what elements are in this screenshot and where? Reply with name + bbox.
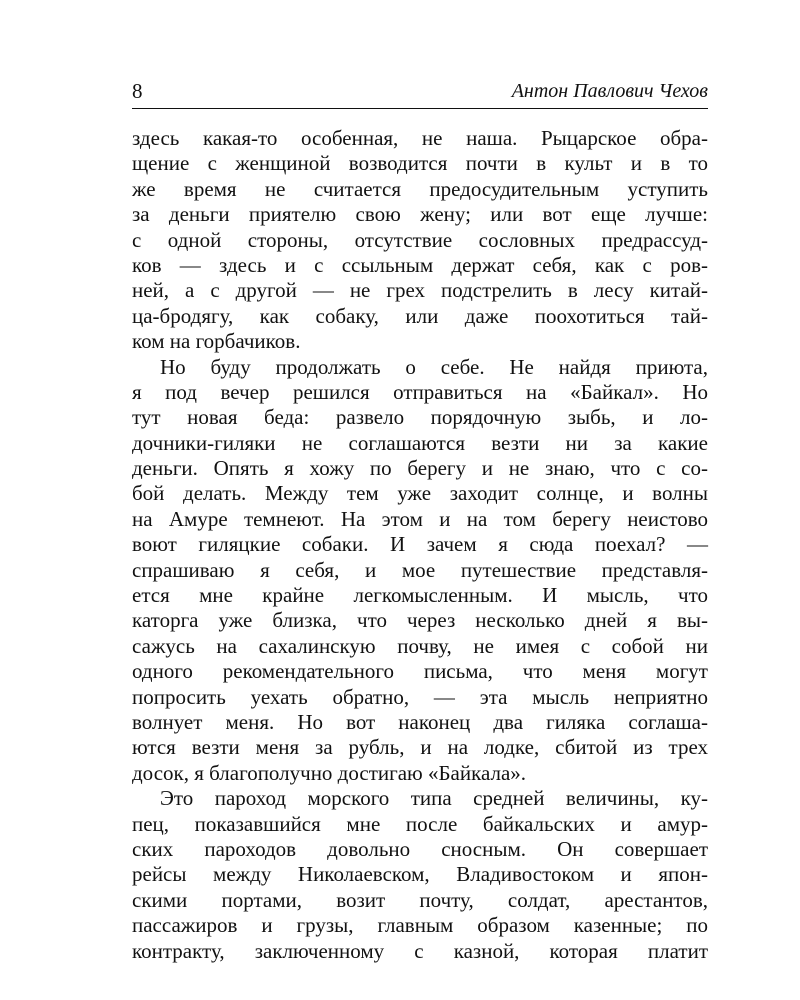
header-divider (132, 108, 708, 109)
page-number: 8 (132, 79, 143, 103)
text-line: контракту, заключенному с казной, которая платит (132, 938, 708, 963)
text-line: ков — здесь и с ссыльным держат себя, как с ров- (132, 252, 708, 277)
text-line: ются везти меня за рубль, и на лодке, сбитой из трех (132, 735, 708, 760)
text-line: я под вечер решился отправиться на «Байкал». Но (132, 379, 708, 404)
text-line: тут новая беда: развело порядочную зыбь, и ло- (132, 405, 708, 430)
text-line: ских пароходов довольно сносным. Он совершает (132, 836, 708, 861)
text-line: каторга уже близка, что через несколько дней я вы- (132, 608, 708, 633)
text-line: бой делать. Между тем уже заходит солнце, и волны (132, 481, 708, 506)
text-line: здесь какая-то особенная, не наша. Рыцарское обра- (132, 126, 708, 150)
text-line: пец, показавшийся мне после байкальских и амур- (132, 811, 708, 836)
text-line: скими портами, возит почту, солдат, арестантов, (132, 887, 708, 912)
text-line: на Амуре темнеют. На этом и на том берегу неистово (132, 506, 708, 531)
text-line: одного рекомендательного письма, что меня могут (132, 659, 708, 684)
text-line: спрашиваю я себя, и мое путешествие представля- (132, 557, 708, 582)
text-line: волнует меня. Но вот наконец два гиляка соглаша- (132, 709, 708, 734)
text-line: попросить уехать обратно, — эта мысль неприятно (132, 684, 708, 709)
text-line: дочники-гиляки не соглашаются везти ни за какие (132, 430, 708, 455)
text-line: деньги. Опять я хожу по берегу и не знаю, что с со- (132, 456, 708, 481)
text-line: досок, я благополучно достигаю «Байкала». (132, 760, 527, 785)
text-line: за деньги приятелю свою жену; или вот еще лучше: (132, 202, 708, 227)
text-line: пассажиров и грузы, главным образом казенные; по (132, 913, 708, 938)
header-author: Антон Павлович Чехов (511, 80, 708, 102)
paragraph-first-line: Это пароход морского типа средней величины, ку- (160, 786, 708, 811)
text-line: рейсы между Николаевском, Владивостоком и япон- (132, 862, 708, 887)
text-line: ком на горбачиков. (132, 329, 301, 354)
text-line: ется мне крайне легкомысленным. И мысль, что (132, 583, 708, 608)
paragraph-first-line: Но буду продолжать о себе. Не найдя приюта, (160, 354, 708, 379)
book-page (132, 0, 708, 1000)
text-line: ней, а с другой — не грех подстрелить в лесу китай- (132, 278, 708, 303)
text-line: сажусь на сахалинскую почву, не имея с собой ни (132, 633, 708, 658)
text-line: ца-бродягу, как собаку, или даже поохотиться тай- (132, 303, 708, 328)
text-line: щение с женщиной возводится почти в культ и в то (132, 151, 708, 176)
text-line: с одной стороны, отсутствие сословных предрассуд- (132, 227, 708, 252)
text-line: воют гиляцкие собаки. И зачем я сюда поехал? — (132, 532, 708, 557)
text-line: же время не считается предосудительным уступить (132, 176, 708, 201)
body-text (132, 126, 708, 964)
running-head (132, 78, 708, 104)
